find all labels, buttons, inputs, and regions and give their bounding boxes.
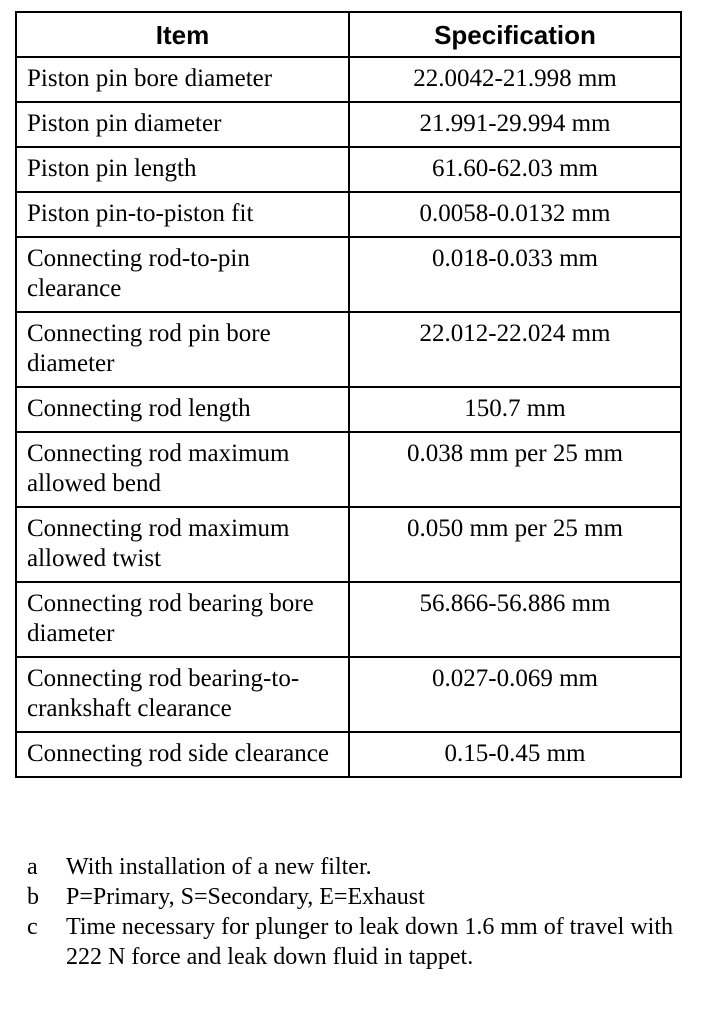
- header-specification: Specification: [349, 12, 681, 57]
- table-row: [16, 432, 681, 507]
- header-item: Item: [16, 12, 349, 57]
- spec-cell: 22.0042-21.998 mm: [349, 57, 681, 102]
- table-row: [16, 657, 681, 732]
- spec-cell: 21.991-29.994 mm: [349, 102, 681, 147]
- footnote-text: Time necessary for plunger to leak down 1.6 mm of travel with 222 N force and leak down fluid in tappet.: [66, 914, 673, 970]
- footnote-mark: c: [27, 914, 38, 940]
- item-cell: Connecting rod maximum allowed twist: [16, 507, 349, 582]
- item-cell: Connecting rod-to-pin clearance: [16, 237, 349, 312]
- item-cell: Connecting rod length: [16, 387, 349, 432]
- item-cell: Piston pin-to-piston fit: [16, 192, 349, 237]
- spec-cell: 0.018-0.033 mm: [349, 237, 681, 312]
- footnote-text: P=Primary, S=Secondary, E=Exhaust: [66, 884, 425, 910]
- table-row: [16, 192, 681, 237]
- footnote-text: With installation of a new filter.: [66, 854, 372, 880]
- table-row: [16, 57, 681, 102]
- item-cell: Piston pin length: [16, 147, 349, 192]
- table-row: [16, 237, 681, 312]
- table-row: [16, 102, 681, 147]
- specification-table: [15, 11, 682, 778]
- table-row: [16, 312, 681, 387]
- footnote-mark: a: [27, 854, 38, 880]
- item-cell: Piston pin diameter: [16, 102, 349, 147]
- item-cell: Connecting rod pin bore diameter: [16, 312, 349, 387]
- table-row: [16, 387, 681, 432]
- table-row: [16, 507, 681, 582]
- spec-cell: 150.7 mm: [349, 387, 681, 432]
- spec-cell: 0.027-0.069 mm: [349, 657, 681, 732]
- spec-cell: 22.012-22.024 mm: [349, 312, 681, 387]
- table-row: [16, 732, 681, 777]
- footnotes: [27, 852, 677, 972]
- table-row: [16, 582, 681, 657]
- table-row: [16, 147, 681, 192]
- table-header-row: [16, 12, 681, 57]
- spec-cell: 61.60-62.03 mm: [349, 147, 681, 192]
- spec-cell: 56.866-56.886 mm: [349, 582, 681, 657]
- footnote-a: [27, 852, 677, 882]
- spec-cell: 0.050 mm per 25 mm: [349, 507, 681, 582]
- item-cell: Connecting rod bearing-to-crankshaft clearance: [16, 657, 349, 732]
- spec-cell: 0.15-0.45 mm: [349, 732, 681, 777]
- footnote-b: [27, 882, 677, 912]
- footnote-c: [27, 912, 677, 972]
- item-cell: Connecting rod maximum allowed bend: [16, 432, 349, 507]
- spec-cell: 0.038 mm per 25 mm: [349, 432, 681, 507]
- footnote-mark: b: [27, 884, 39, 910]
- item-cell: Connecting rod bearing bore diameter: [16, 582, 349, 657]
- spec-cell: 0.0058-0.0132 mm: [349, 192, 681, 237]
- item-cell: Connecting rod side clearance: [16, 732, 349, 777]
- item-cell: Piston pin bore diameter: [16, 57, 349, 102]
